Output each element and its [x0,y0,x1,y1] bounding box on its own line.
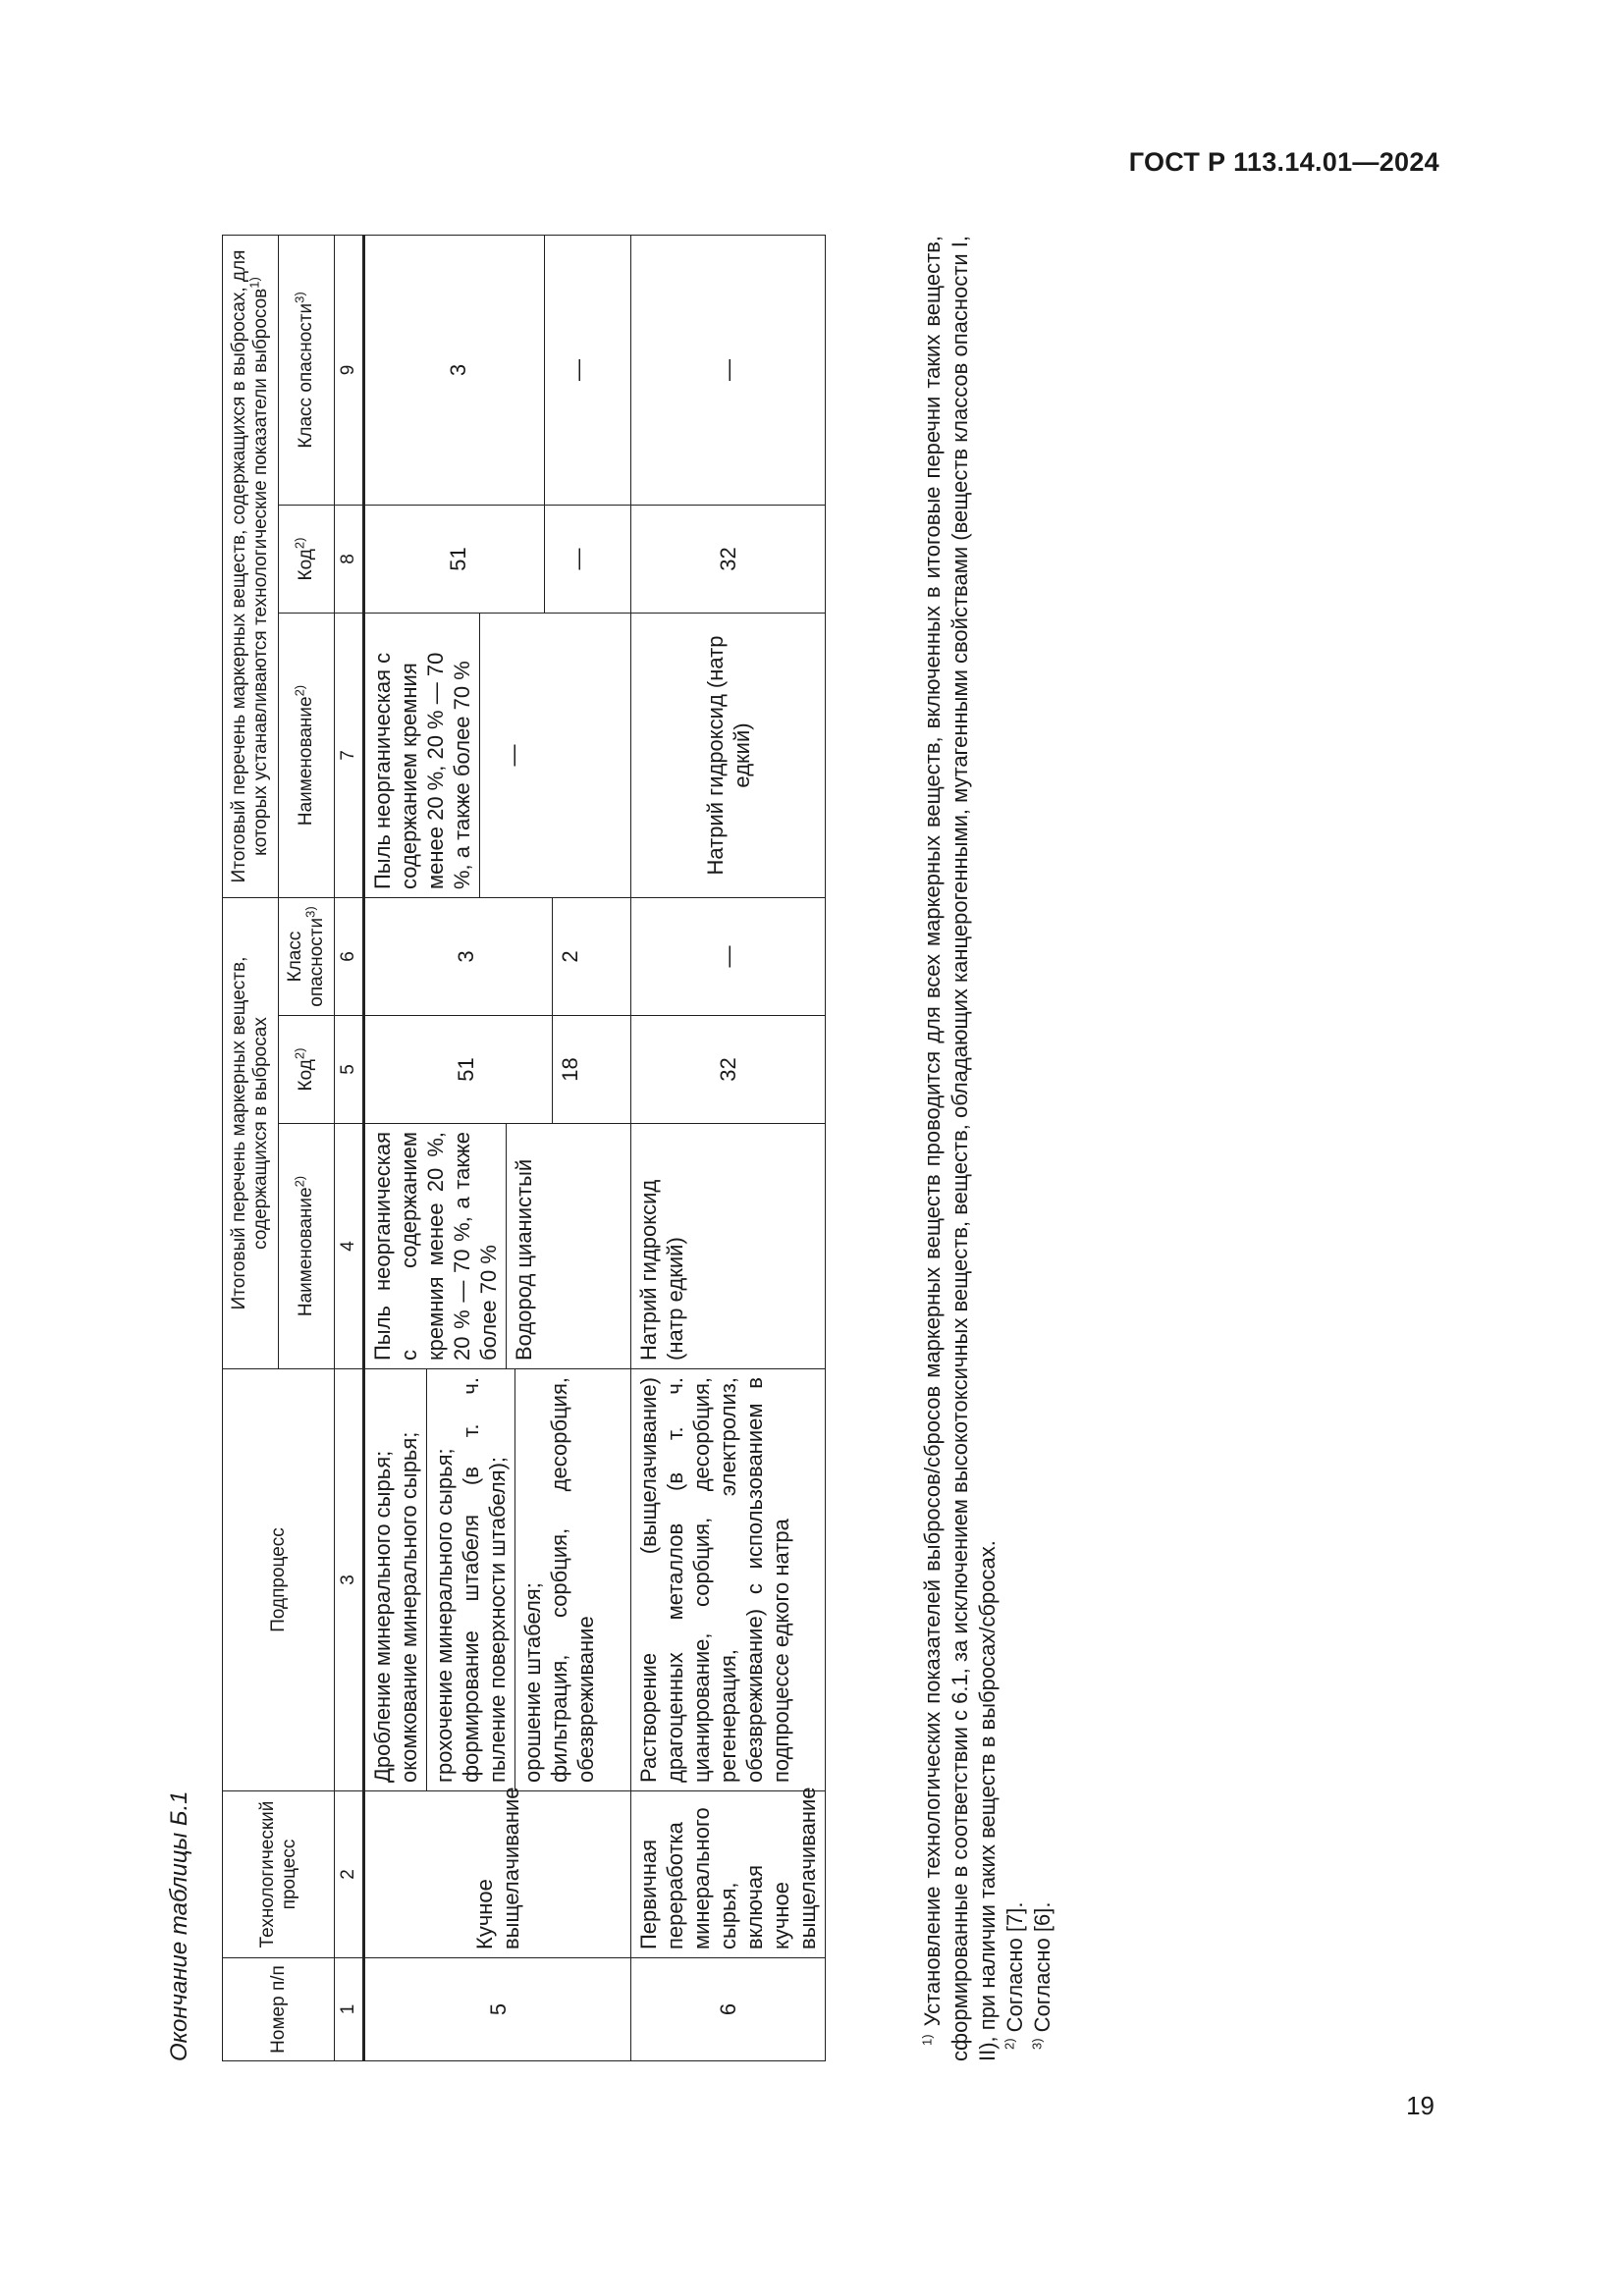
column-number: 9 [335,235,364,505]
subprocess-item: орошение штабеля; [514,1369,546,1790]
substance-code: 18 [552,1016,603,1123]
substance-hazard: — [631,898,826,1016]
column-number: 5 [335,1016,364,1124]
subprocess-item: Дробление минерального сырья; [370,1450,395,1783]
emission-names [364,1124,631,1369]
header-name-2: Наименование$^{2)}$ [279,614,335,898]
row-process: Кучное выщелачивание [364,1791,631,1958]
row-subprocess [364,1369,631,1791]
row-number: 6 [631,1958,826,2061]
row-number: 5 [364,1958,631,2061]
column-number: 8 [335,506,364,614]
final-hazards [364,235,631,505]
header-code-2: Код$^{2)}$ [279,506,335,614]
footnote-2: $^{2)}$ Согласно [7]. [1001,1901,1027,2050]
substance-name: Натрий гидроксид (натр едкий) [631,1124,826,1369]
substance-name: Водород цианистый [506,1124,537,1368]
substance-code: 51 [445,547,470,571]
rotated-table-block [165,236,1088,2061]
footnotes [919,236,1056,2061]
header-num: Номер п/п [223,1958,335,2061]
substance-name: Пыль неорганическая с содержанием кремния менее 20 %, 20 % — 70 %, а также более 70 % [370,1132,501,1361]
final-names [364,614,631,898]
substance-hazard: — [631,235,826,505]
substances-table [222,235,826,2061]
substance-hazard: 2 [552,898,603,1015]
subprocess-item: формирование штабеля (в т. ч. пыление поверхности штабеля); [459,1377,510,1783]
header-hazard-1: Класс опасности$^{3)}$ [279,898,335,1016]
subprocess-item: грохочение минерального сырья; [426,1369,458,1790]
column-number: 1 [335,1958,364,2061]
column-number: 2 [335,1791,364,1958]
substance-hazard: 3 [453,950,478,963]
header-group-technological: Итоговый перечень маркерных веществ, содержащихся в выбросах, для которых устанавливаются технологические показатели выбросов$^{1)}$ [223,235,279,897]
document-standard-code: ГОСТ Р 113.14.01—2024 [1128,147,1439,177]
table-caption: Окончание таблицы Б.1 [166,1790,192,2061]
emission-codes [364,1016,631,1124]
substance-code: 51 [453,1057,478,1082]
substance-name: Пыль неорганическая с содержанием кремния менее 20 %, 20 % — 70 %, а также более 70 % [370,652,474,889]
header-name-1: Наименование$^{2)}$ [279,1124,335,1369]
table-row [631,235,826,2060]
substance-name: — [479,614,546,897]
substance-hazard: — [544,236,611,505]
substance-name: Натрий гидроксид (натр едкий) [631,614,826,898]
emission-hazards [364,898,631,1016]
row-subprocess: Растворение (выщелачивание) драгоценных металлов (в т. ч. цианирование, сорбция, десорбция, регенерация, электролиз, обезвреживание) с использованием в подпроцессе едкого натра [631,1369,826,1791]
column-number: 6 [335,898,364,1016]
substance-code: 32 [631,1016,826,1124]
header-group-emissions: Итоговый перечень маркерных веществ, содержащихся в выбросах [223,898,279,1369]
footnote-3: $^{3)}$ Согласно [6]. [1029,1901,1055,2050]
column-number: 4 [335,1124,364,1369]
subprocess-item: окомкование минерального сырья; [397,1431,421,1783]
column-number: 3 [335,1369,364,1791]
final-codes [364,506,631,614]
substance-code: — [544,506,611,613]
column-number: 7 [335,614,364,898]
substance-hazard: 3 [445,363,470,377]
footnote-1: $^{1)}$ Установление технологических показателей выбросов/сбросов маркерных веществ проводится для всех маркерных веществ, включенных в итоговые перечни таких веществ, сформированные в соответствии с 6.1, за исключением высокотоксичных веществ, веществ, обладающих канцерогенными, мутагенными свойствами (веществ классов опасности I, II), при наличии таких веществ в выбросах/сбросах. [919,236,1000,2061]
row-process: Первичная переработка минерального сырья, включая кучное выщелачивание [631,1791,826,1958]
subprocess-item: фильтрация, сорбция, десорбция, обезвреживание [547,1377,598,1783]
substance-code: 32 [631,506,826,614]
table-row [364,235,631,2060]
page-number: 19 [1406,2091,1435,2120]
header-process: Технологический процесс [223,1791,335,1958]
header-code-1: Код$^{2)}$ [279,1016,335,1124]
header-subprocess: Подпроцесс [223,1369,335,1791]
header-hazard-2: Класс опасности$^{3)}$ [279,235,335,505]
